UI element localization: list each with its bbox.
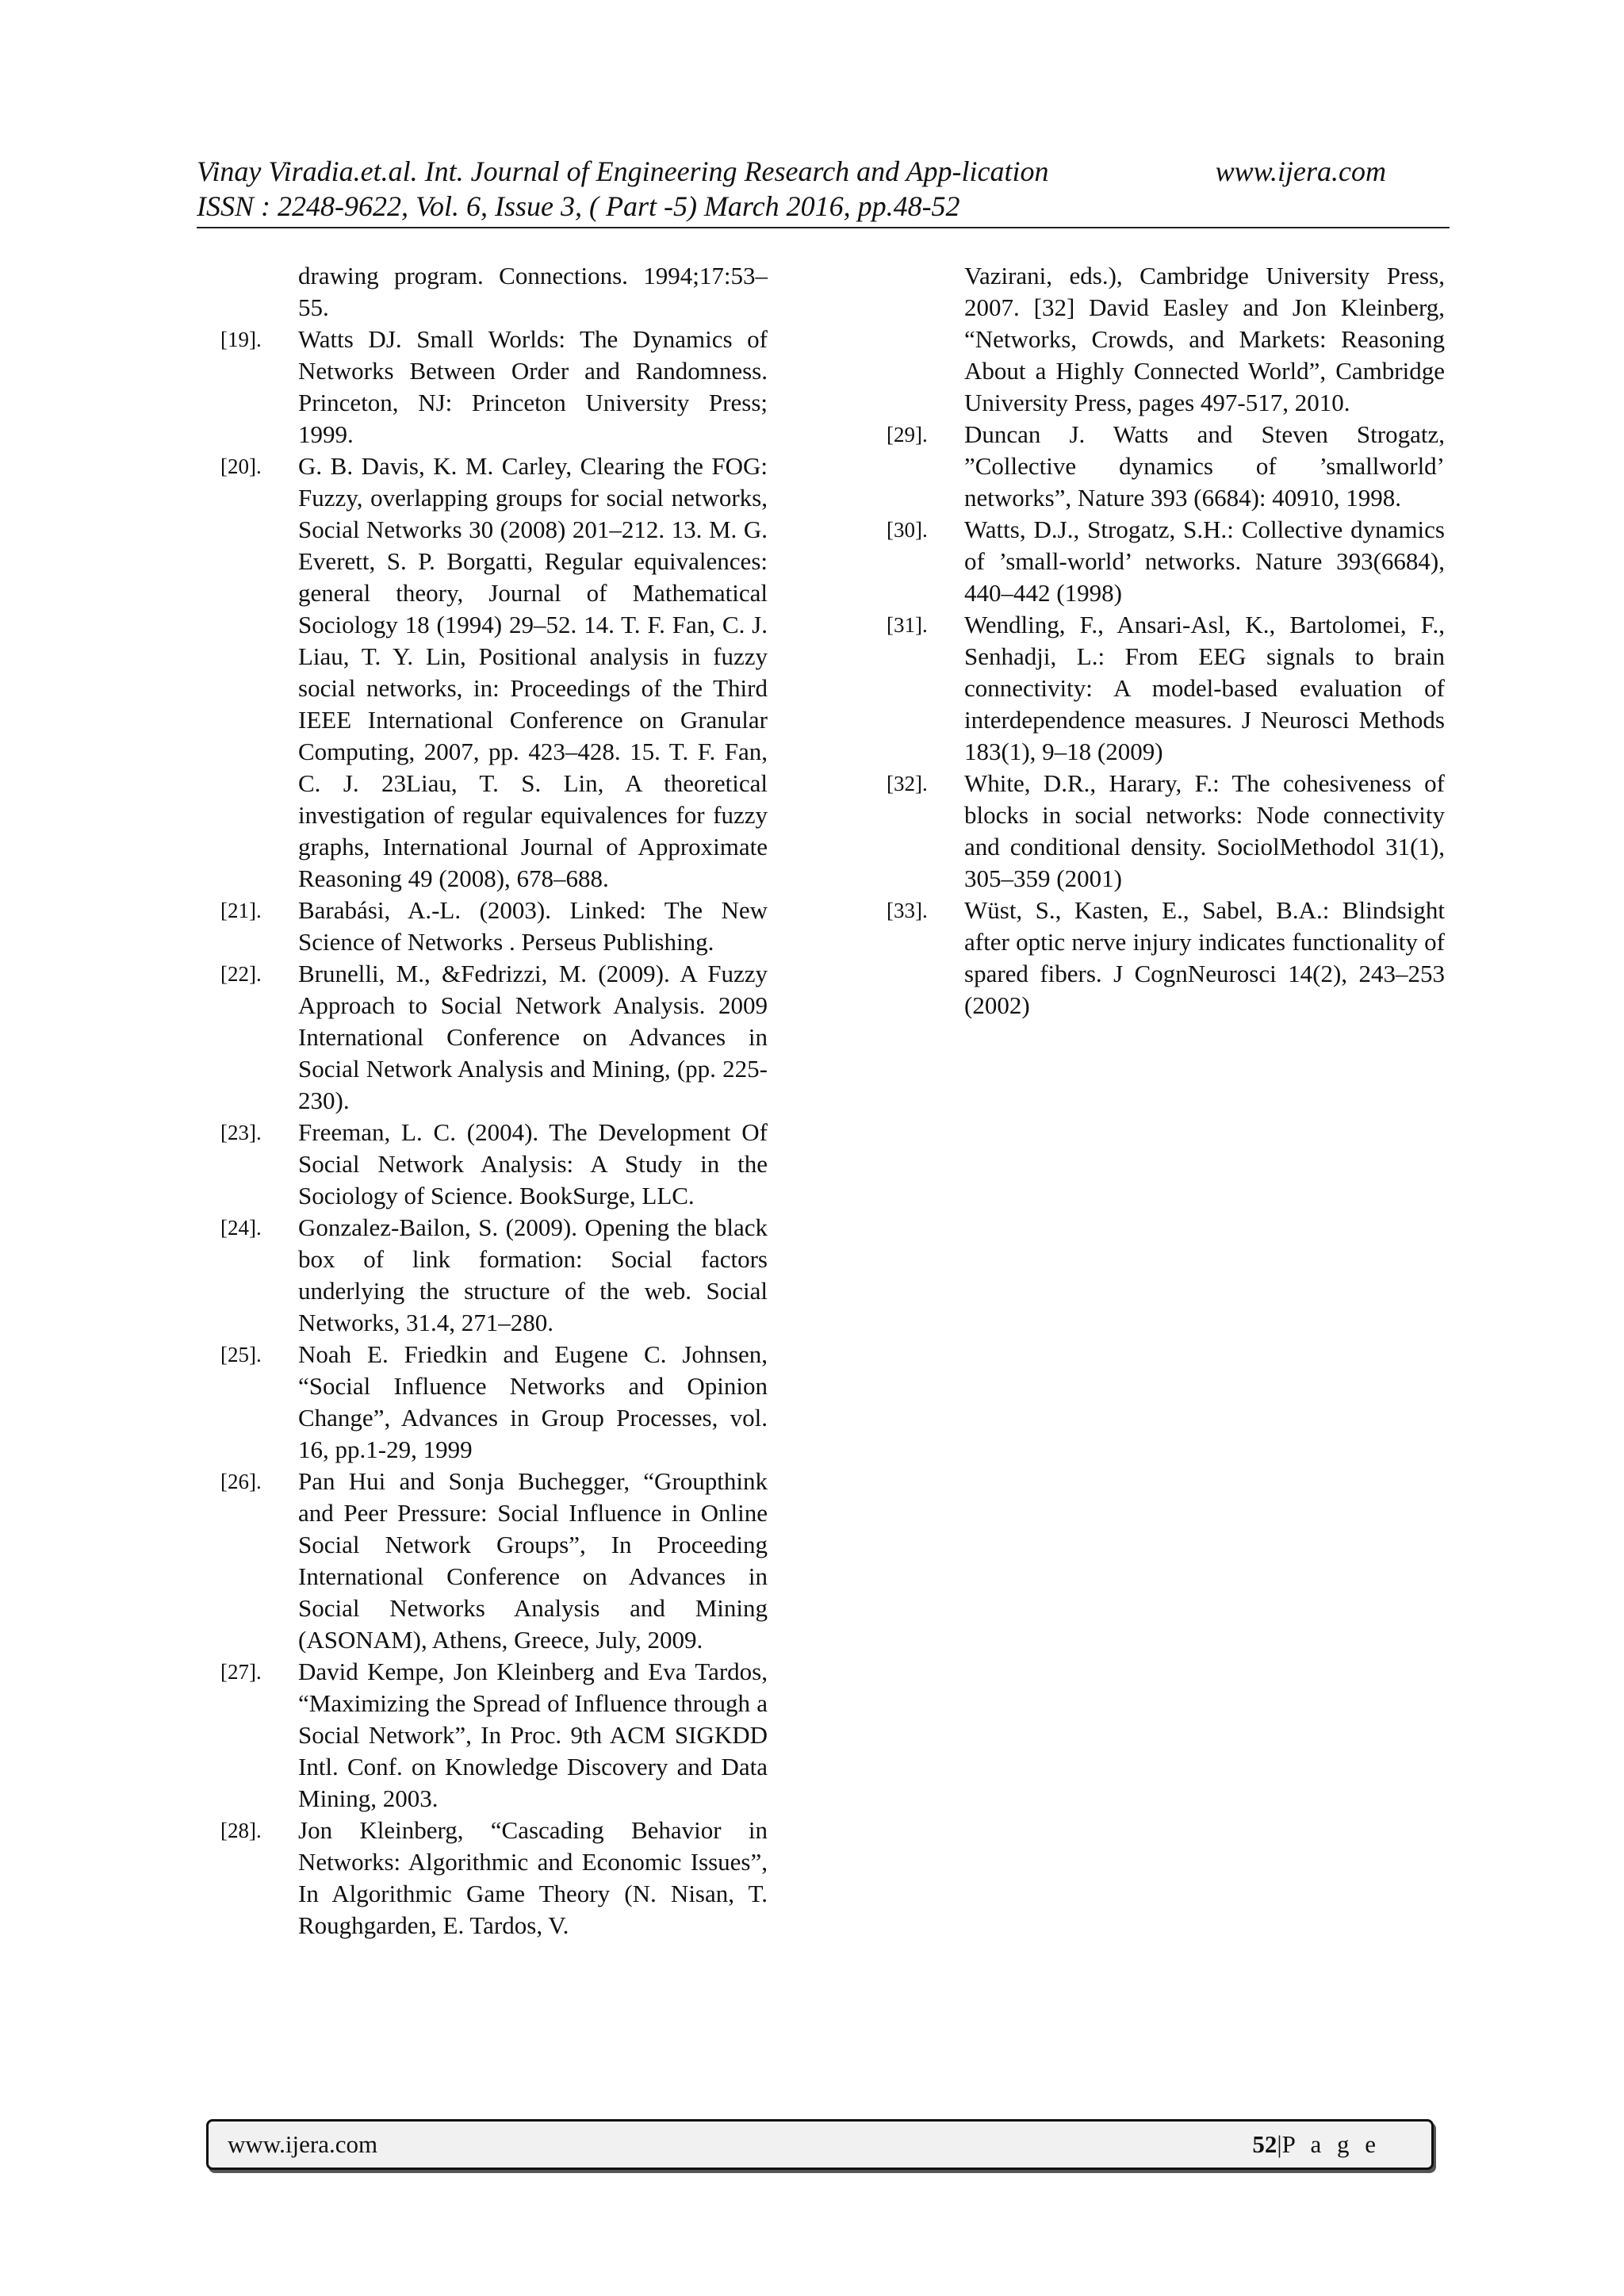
- reference-text: Watts DJ. Small Worlds: The Dynamics of Networks Between Order and Randomness. Princeton, NJ: Princeton University Press; 1999.: [298, 325, 768, 448]
- page-separator: |: [1277, 2130, 1282, 2158]
- reference-text: White, D.R., Harary, F.: The cohesiveness of blocks in social networks: Node connectivity and conditional density. SociolMethodol 31(1), 305–359 (2001): [964, 769, 1445, 892]
- reference-20: [220, 450, 768, 895]
- footer-website: www.ijera.com: [228, 2130, 378, 2158]
- reference-19: [220, 324, 768, 450]
- reference-25: [220, 1339, 768, 1466]
- reference-text: Duncan J. Watts and Steven Strogatz, ”Collective dynamics of ’smallworld’ networks”, Nature 393 (6684): 40910, 1998.: [964, 420, 1445, 512]
- issn-volume-info: ISSN : 2248-9622, Vol. 6, Issue 3, ( Part -5) March 2016, pp.48-52: [197, 190, 960, 222]
- reference-30: [887, 514, 1445, 609]
- reference-number: [27].: [220, 1660, 262, 1684]
- reference-text: Pan Hui and Sonja Buchegger, “Groupthink and Peer Pressure: Social Influence in Online Social Network Groups”, In Proceeding International Conference on Advances in Social Networks Analysis and Mining (ASONAM), Athens, Greece, July, 2009.: [298, 1467, 768, 1654]
- reference-continuation: drawing program. Connections. 1994;17:53–55.: [298, 262, 768, 321]
- page-number-label: [1252, 2130, 1381, 2159]
- reference-24: [220, 1212, 768, 1339]
- reference-number: [22].: [220, 962, 262, 986]
- reference-number: [23].: [220, 1121, 262, 1144]
- reference-27: [220, 1656, 768, 1815]
- reference-text: Wüst, S., Kasten, E., Sabel, B.A.: Blindsight after optic nerve injury indicates functionality of spared fibers. J CognNeurosci 14(2), 243–253 (2002): [964, 896, 1445, 1019]
- page-footer: [206, 2119, 1434, 2170]
- header-divider: [197, 227, 1450, 228]
- running-header: [197, 154, 1450, 224]
- page-number: 52: [1252, 2130, 1277, 2158]
- reference-33: [887, 895, 1445, 1022]
- reference-23: [220, 1117, 768, 1212]
- reference-text: Barabási, A.-L. (2003). Linked: The New Science of Networks . Perseus Publishing.: [298, 896, 768, 956]
- reference-21: [220, 895, 768, 958]
- reference-text: Freeman, L. C. (2004). The Development Of Social Network Analysis: A Study in the Sociology of Science. BookSurge, LLC.: [298, 1118, 768, 1209]
- journal-website: www.ijera.com: [1215, 155, 1386, 187]
- reference-28: [220, 1815, 768, 1941]
- reference-number: [33].: [887, 899, 928, 922]
- reference-text: David Kempe, Jon Kleinberg and Eva Tardos, “Maximizing the Spread of Influence through a Social Network”, In Proc. 9th ACM SIGKDD Intl. Conf. on Knowledge Discovery and Data Mining, 2003.: [298, 1658, 768, 1812]
- reference-text: Brunelli, M., &Fedrizzi, M. (2009). A Fuzzy Approach to Social Network Analysis. 2009 International Conference on Advances in Social Network Analysis and Mining, (pp. 225-230).: [298, 960, 768, 1114]
- reference-text: Gonzalez-Bailon, S. (2009). Opening the black box of link formation: Social factors underlying the structure of the web. Social Networks, 31.4, 271–280.: [298, 1213, 768, 1336]
- reference-number: [32].: [887, 772, 928, 795]
- reference-number: [28].: [220, 1819, 262, 1842]
- reference-number: [25].: [220, 1343, 262, 1366]
- reference-number: [30].: [887, 518, 928, 542]
- header-line-1: [197, 154, 1450, 189]
- reference-continuation: Vazirani, eds.), Cambridge University Press, 2007. [32] David Easley and Jon Kleinberg, “Networks, Crowds, and Markets: Reasoning About a Highly Connected World”, Cambridge University Press, pages 497-517, 2010.: [964, 262, 1445, 416]
- page-word: P a g e: [1281, 2130, 1381, 2158]
- references-right-column: [887, 260, 1445, 1022]
- reference-22: [220, 958, 768, 1117]
- reference-number: [24].: [220, 1216, 262, 1240]
- reference-32: [887, 768, 1445, 895]
- reference-number: [29].: [887, 423, 928, 447]
- reference-29: [887, 419, 1445, 514]
- reference-number: [31].: [887, 613, 928, 637]
- header-line-2: [197, 189, 1450, 224]
- reference-number: [26].: [220, 1470, 262, 1493]
- reference-text: Jon Kleinberg, “Cascading Behavior in Networks: Algorithmic and Economic Issues”, In Algorithmic Game Theory (N. Nisan, T. Roughgarden, E. Tardos, V.: [298, 1816, 768, 1939]
- reference-number: [21].: [220, 899, 262, 922]
- reference-text: G. B. Davis, K. M. Carley, Clearing the FOG: Fuzzy, overlapping groups for social networks, Social Networks 30 (2008) 201–212. 13. M. G. Everett, S. P. Borgatti, Regular equivalences: general theory, Journal of Mathematical Sociology 18 (1994) 29–52. 14. T. F. Fan, C. J. Liau, T. Y. Lin, Positional analysis in fuzzy social networks, in: Proceedings of the Third IEEE International Conference on Granular Computing, 2007, pp. 423–428. 15. T. F. Fan, C. J. 23Liau, T. S. Lin, A theoretical investigation of regular equivalences for fuzzy graphs, International Journal of Approximate Reasoning 49 (2008), 678–688.: [298, 452, 768, 892]
- reference-number: [20].: [220, 454, 262, 478]
- reference-text: Noah E. Friedkin and Eugene C. Johnsen, “Social Influence Networks and Opinion Change”, Advances in Group Processes, vol. 16, pp.1-29, 1999: [298, 1340, 768, 1463]
- reference-number: [19].: [220, 328, 262, 351]
- journal-citation: Vinay Viradia.et.al. Int. Journal of Engineering Research and App-lication: [197, 155, 1049, 187]
- reference-text: Watts, D.J., Strogatz, S.H.: Collective dynamics of ’small-world’ networks. Nature 393(6684), 440–442 (1998): [964, 516, 1445, 607]
- references-left-column: [220, 260, 768, 1941]
- reference-text: Wendling, F., Ansari-Asl, K., Bartolomei, F., Senhadji, L.: From EEG signals to brain connectivity: A model-based evaluation of interdependence measures. J Neurosci Methods 183(1), 9–18 (2009): [964, 611, 1445, 765]
- reference-31: [887, 609, 1445, 768]
- reference-26: [220, 1466, 768, 1656]
